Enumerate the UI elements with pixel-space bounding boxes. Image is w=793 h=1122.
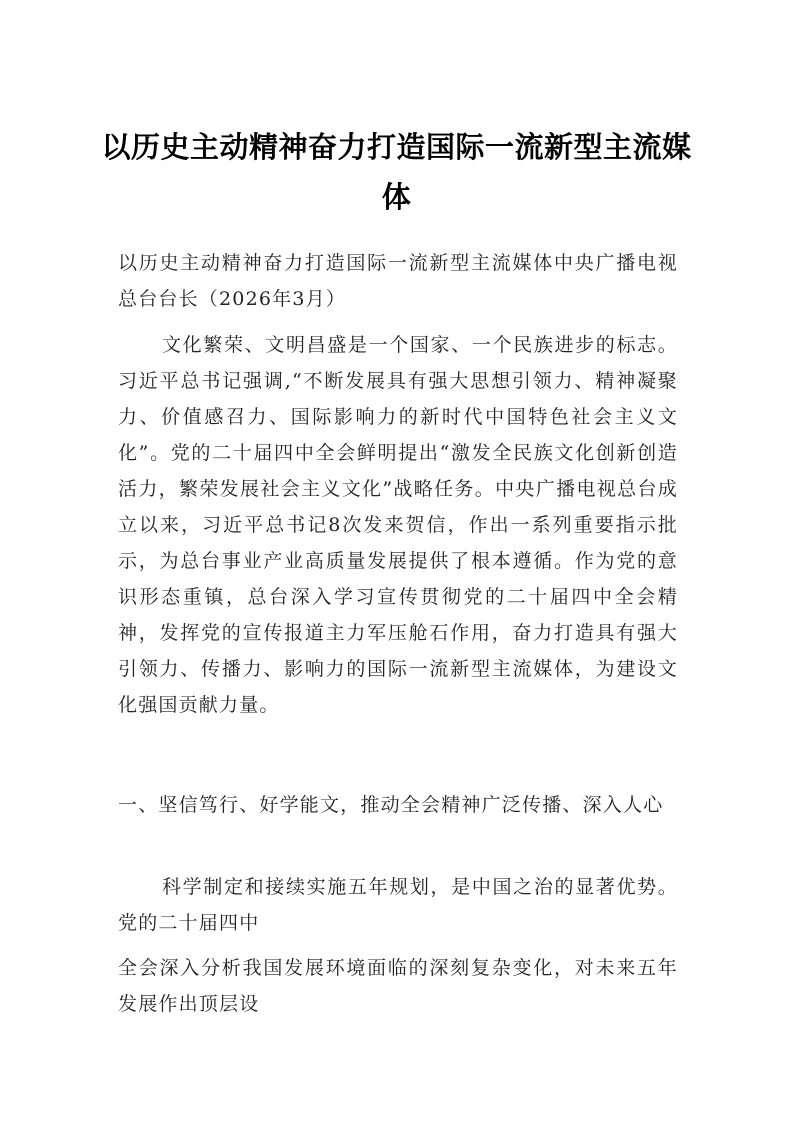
section-heading: 一、坚信笃行、好学能文，推动全会精神广泛传播、深入人心 (118, 794, 664, 816)
section-paragraph-2: 全会深入分析我国发展环境面临的深刻复杂变化，对未来五年发展作出顶层设 (118, 957, 678, 1015)
intro-paragraph: 文化繁荣、文明昌盛是一个国家、一个民族进步的标志。习近平总书记强调,“不断发展具有强大思想引领力、精神凝聚力、价值感召力、国际影响力的新时代中国特色社会主义文化”。党的二十届四中全会鲜明提出“激发全民族文化创新创造活力，繁荣发展社会主义文化”战略任务。中央广播电视总台成立以来，习近平总书记8次发来贺信，作出一系列重要指示批示，为总台事业产业高质量发展提供了根本遵循。作为党的意识形态重镇，总台深入学习宣传贯彻党的二十届四中全会精神，发挥党的宣传报道主力军压舱石作用，奋力打造具有强大引领力、传播力、影响力的国际一流新型主流媒体，为建设文化强国贡献力量。 (118, 334, 678, 716)
byline: 以历史主动精神奋力打造国际一流新型主流媒体中央广播电视总台台长（2026年3月） (118, 252, 678, 310)
section-paragraph-1: 科学制定和接续实施五年规划，是中国之治的显著优势。党的二十届四中 (118, 876, 678, 934)
document-title: 以历史主动精神奋力打造国际一流新型主流媒体 (101, 130, 692, 214)
